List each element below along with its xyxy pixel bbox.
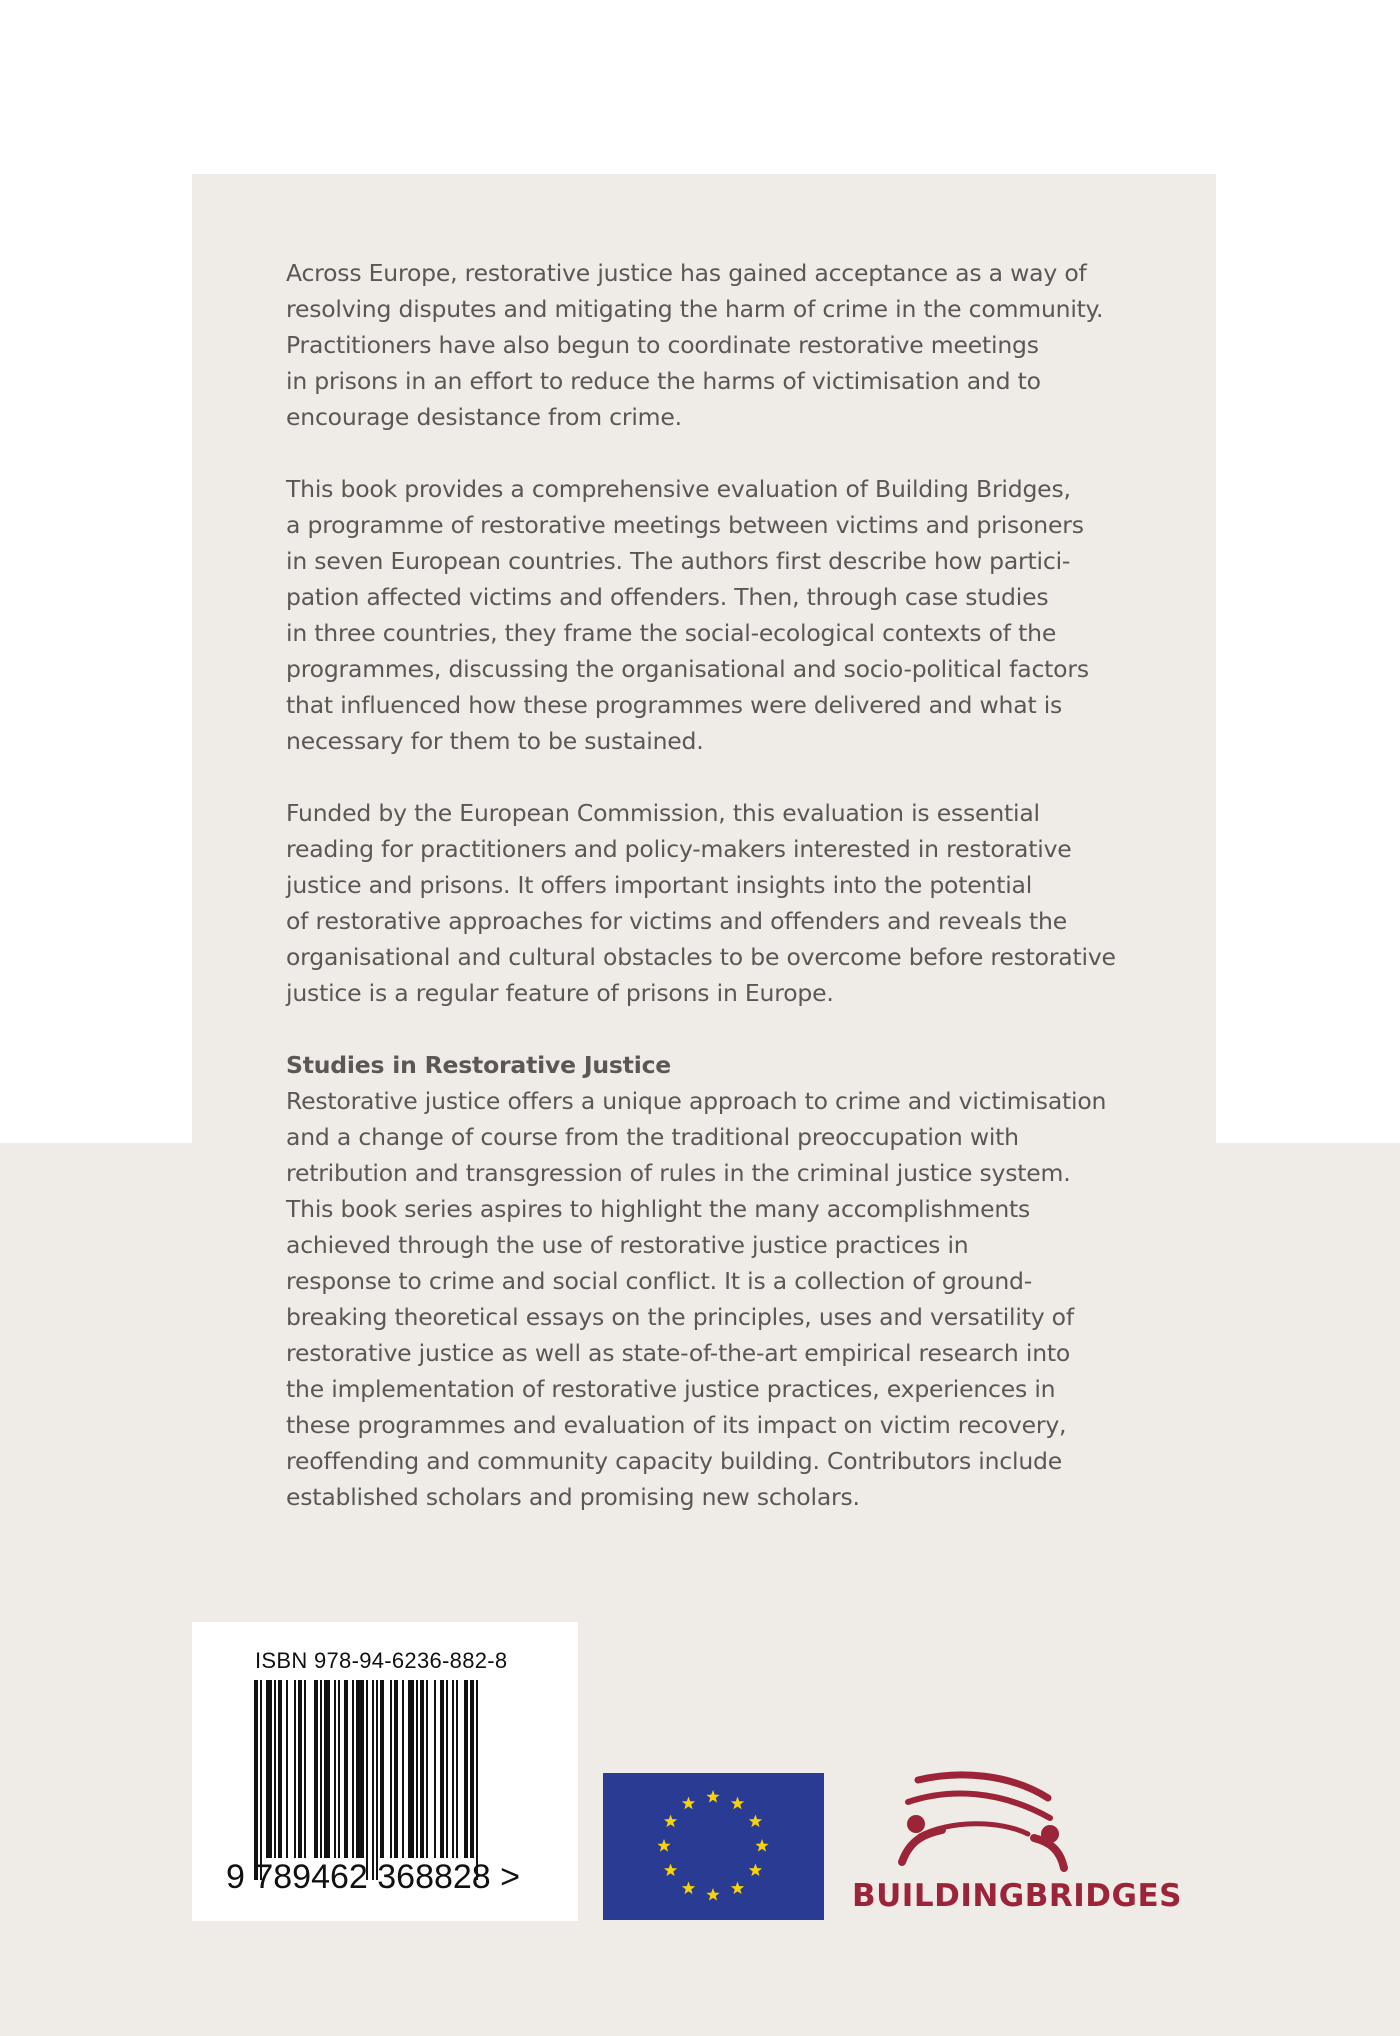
barcode-bar <box>402 1680 404 1858</box>
barcode-bar <box>304 1680 306 1858</box>
eu-star-icon <box>657 1839 670 1852</box>
barcode-bar <box>470 1680 474 1858</box>
barcode-bar <box>440 1680 444 1858</box>
barcode-bar <box>434 1680 436 1858</box>
barcode-bar <box>294 1680 296 1858</box>
barcode-bar <box>380 1680 384 1858</box>
eu-star-icon <box>731 1797 744 1810</box>
eu-star-icon <box>706 1888 719 1901</box>
barcode-bar <box>390 1680 392 1858</box>
barcode-bar <box>372 1680 374 1880</box>
eu-star-icon <box>664 1864 677 1877</box>
blurb-paragraph-1: Across Europe, restorative justice has gained acceptance as a way of resolving disputes and mitigating the harm of crime in the community. Practitioners have also begun to coordinate restorative meetings in prisons in an effort to reduce the harms of victimisation and to encourage desistance from crime. <box>286 259 1104 431</box>
eu-star-icon <box>749 1815 762 1828</box>
barcode-bar <box>254 1680 258 1880</box>
eu-star-icon <box>755 1839 768 1852</box>
barcode-bar <box>426 1680 428 1858</box>
eu-flag-icon <box>603 1773 824 1920</box>
barcode-bar <box>266 1680 272 1858</box>
barcode-bar <box>320 1680 322 1858</box>
barcode-bar <box>338 1680 340 1858</box>
bridge-figures-icon <box>850 1770 1130 1880</box>
barcode-bar <box>452 1680 454 1858</box>
isbn-barcode <box>192 1622 578 1921</box>
eu-star-icon <box>664 1815 677 1828</box>
barcode-bar <box>416 1680 418 1858</box>
series-description: Restorative justice offers a unique approach to crime and victimisation and a change of course from the traditional preoccupation with retribution and transgression of rules in the criminal justice system. This book series aspires to highlight the many accomplishments achieved through the use of restorative justice practices in response to crime and social conflict. It is a collection of ground- breaking theoretical essays on the principles, uses and versatility of restorative justice as well as state-of-the-art empirical research into the implementation of restorative justice practices, experiences in these programmes and evaluation of its impact on victim recovery, reoffending and community capacity building. Contributors include established scholars and promising new scholars. <box>286 1087 1107 1511</box>
barcode-bar <box>324 1680 330 1858</box>
barcode-bar <box>356 1680 364 1858</box>
eu-star-icon <box>731 1881 744 1894</box>
eu-star-icon <box>682 1797 695 1810</box>
barcode-bar <box>344 1680 348 1858</box>
building-bridges-logo <box>850 1770 1182 1920</box>
barcode-bar <box>298 1680 302 1858</box>
barcode-bar <box>278 1680 282 1858</box>
series-heading: Studies in Restorative Justice <box>286 1051 672 1079</box>
barcode-bar <box>366 1680 368 1880</box>
barcode-bar <box>376 1680 378 1880</box>
barcode-digits: 9 789462 368828 > <box>226 1858 521 1896</box>
barcode-bar <box>314 1680 318 1858</box>
barcode-bar <box>456 1680 458 1858</box>
barcode-bar <box>286 1680 288 1858</box>
isbn-label: ISBN 978-94-6236-882-8 <box>255 1648 508 1673</box>
barcode-bar <box>274 1680 276 1858</box>
barcode-bar <box>352 1680 354 1858</box>
eu-star-icon <box>706 1790 719 1803</box>
barcode-bar <box>334 1680 336 1858</box>
back-cover-text <box>286 255 1166 1515</box>
barcode-bar <box>260 1680 262 1880</box>
eu-star-icon <box>682 1881 695 1894</box>
eu-star-icon <box>749 1864 762 1877</box>
barcode-bar <box>420 1680 424 1858</box>
barcode-bar <box>476 1680 478 1880</box>
blurb-paragraph-2: This book provides a comprehensive evaluation of Building Bridges, a programme of restorative meetings between victims and prisoners in seven European countries. The authors first describe how partici- pation affected victims and offenders. Then, through case studies in three countries, they frame the social-ecological contexts of the programmes, discussing the organisational and socio-political factors that influenced how these programmes were delivered and what is necessary for them to be sustained. <box>286 475 1089 755</box>
barcode-bar <box>464 1680 468 1858</box>
eu-star-ring <box>603 1773 824 1920</box>
barcode-bar <box>408 1680 414 1858</box>
blurb-paragraph-3: Funded by the European Commission, this evaluation is essential reading for practitioners and policy-makers interested in restorative justice and prisons. It offers important insights into the potential of restorative approaches for victims and offenders and reveals the organisational and cultural obstacles to be overcome before restorative justice is a regular feature of prisons in Europe. <box>286 799 1116 1007</box>
building-bridges-wordmark: BUILDINGBRIDGES <box>852 1878 1182 1914</box>
barcode-bar <box>394 1680 398 1858</box>
barcode-bar <box>446 1680 448 1858</box>
